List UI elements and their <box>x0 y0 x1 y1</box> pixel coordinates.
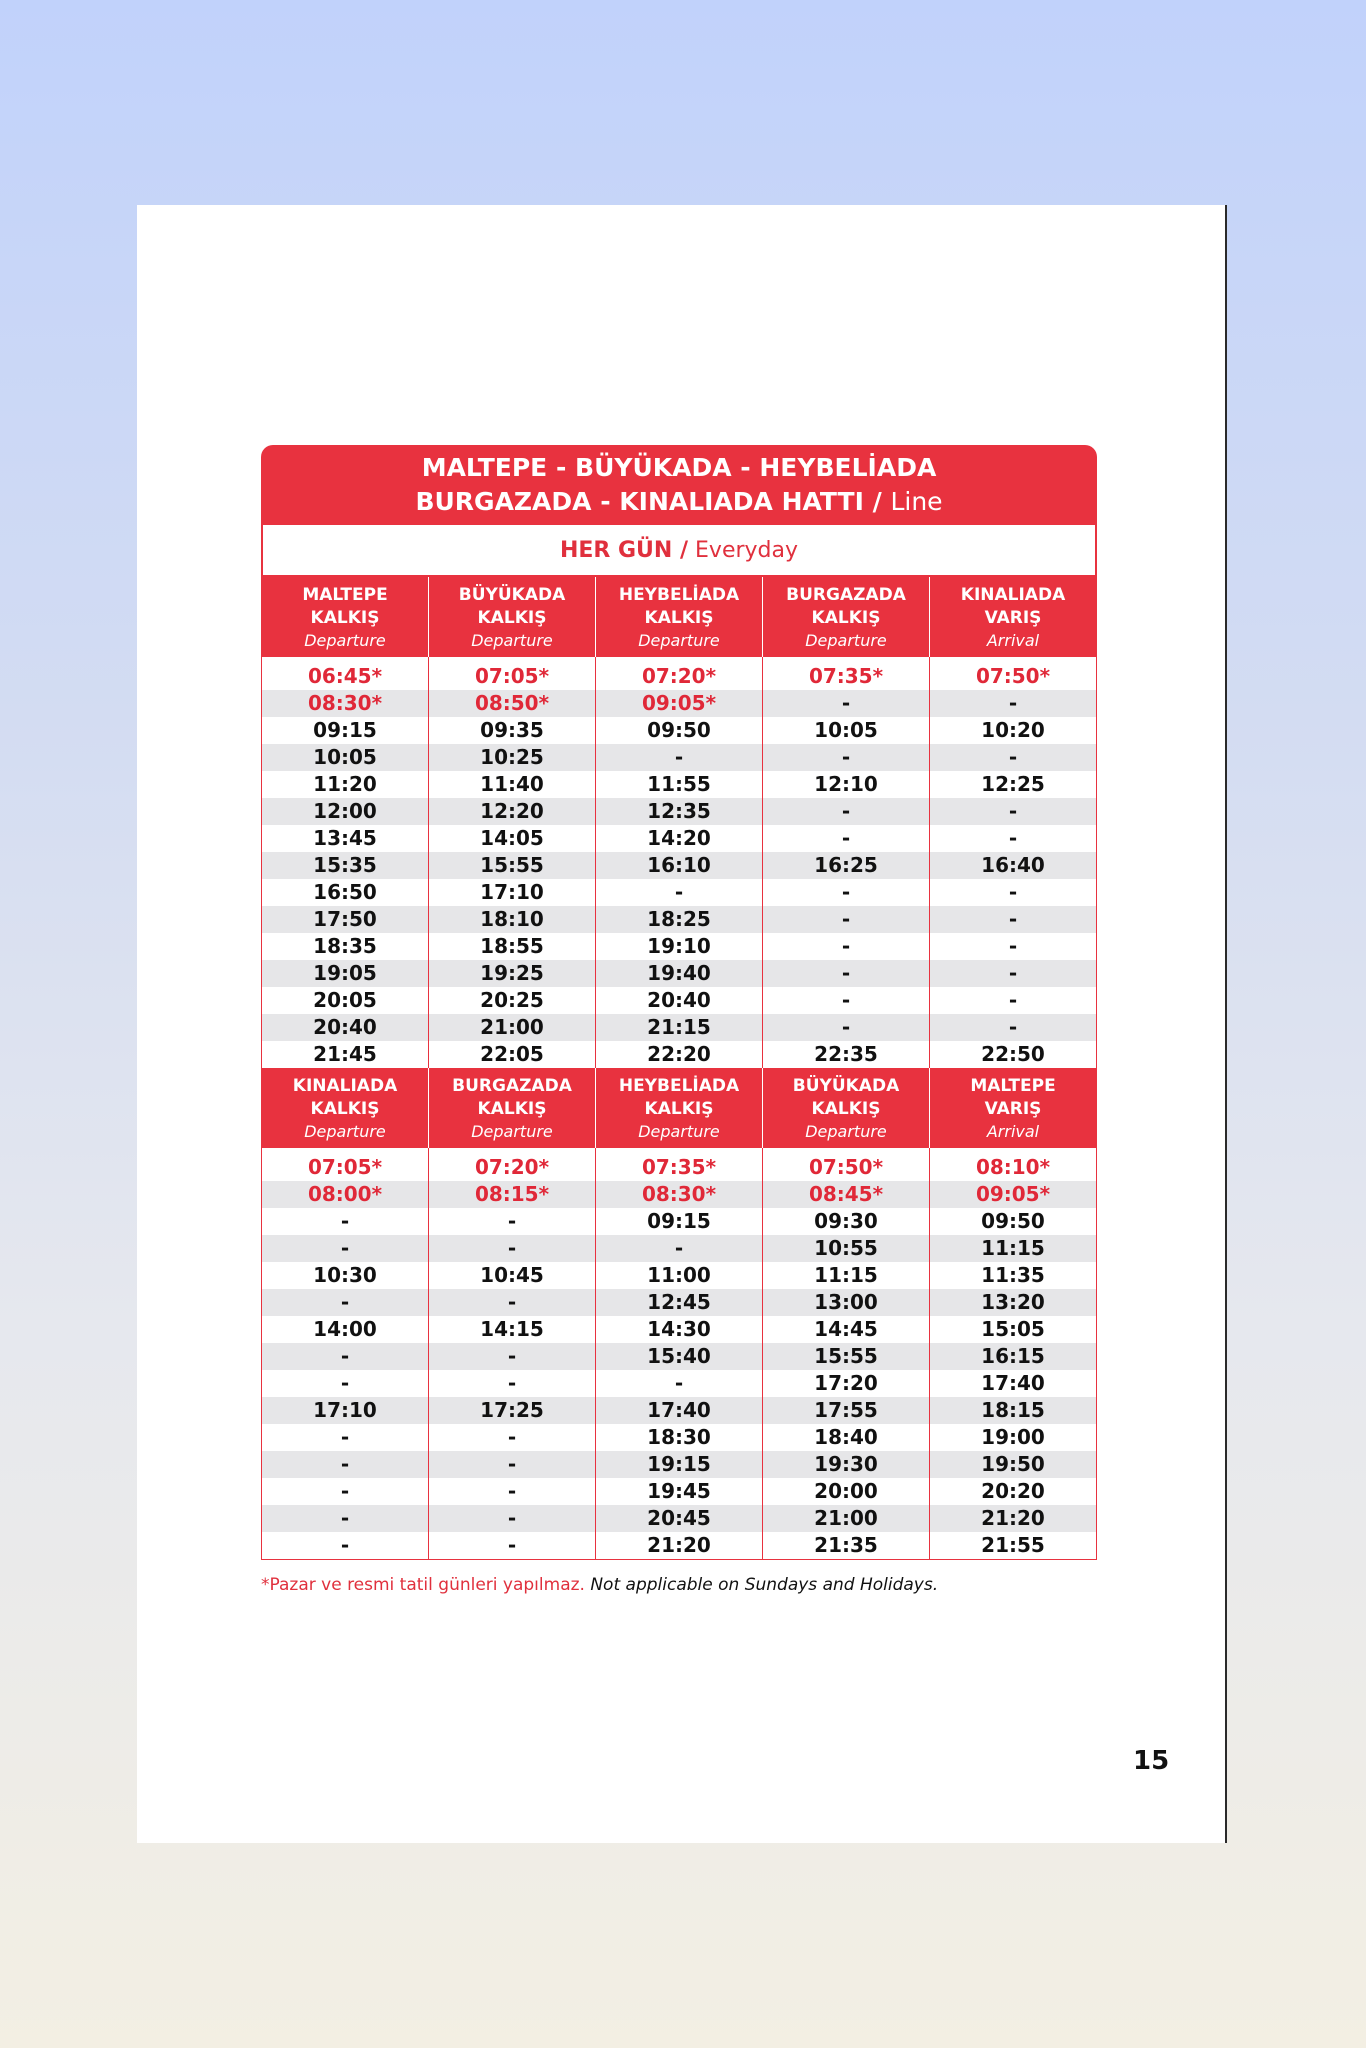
time-cell: - <box>763 825 930 852</box>
time-cell: 07:20* <box>429 1154 596 1181</box>
time-cell: 20:00 <box>763 1478 930 1505</box>
time-cell: - <box>262 1424 429 1451</box>
time-cell: 21:20 <box>596 1532 763 1560</box>
time-cell: 19:15 <box>596 1451 763 1478</box>
column-header-station: HEYBELİADA <box>618 1075 740 1096</box>
time-cell: 08:50* <box>429 690 596 717</box>
time-cell: 18:15 <box>930 1397 1097 1424</box>
time-cell: 11:15 <box>930 1235 1097 1262</box>
time-cell: 11:15 <box>763 1262 930 1289</box>
time-cell: 07:05* <box>262 1154 429 1181</box>
timetable-title <box>261 445 1097 525</box>
time-cell: 21:15 <box>596 1014 763 1041</box>
column-header-station: KALKIŞ <box>310 1098 380 1119</box>
table-row <box>262 1041 1097 1068</box>
time-cell: - <box>429 1505 596 1532</box>
time-cell: 22:50 <box>930 1041 1097 1068</box>
time-cell: 14:00 <box>262 1316 429 1343</box>
time-cell: 15:40 <box>596 1343 763 1370</box>
footnote-tr: *Pazar ve resmi tatil günleri yapılmaz. <box>261 1575 591 1595</box>
time-cell: 09:05* <box>596 690 763 717</box>
time-cell: - <box>429 1451 596 1478</box>
column-header-station: KINALIADA <box>292 1075 398 1096</box>
time-cell: 20:20 <box>930 1478 1097 1505</box>
time-cell: 14:20 <box>596 825 763 852</box>
time-cell: 10:20 <box>930 717 1097 744</box>
title-line-1: MALTEPE - BÜYÜKADA - HEYBELİADA <box>421 453 937 482</box>
time-cell: 20:40 <box>596 987 763 1014</box>
time-cell: 20:05 <box>262 987 429 1014</box>
time-cell: - <box>763 690 930 717</box>
time-cell: - <box>930 906 1097 933</box>
column-header-station: KALKIŞ <box>477 607 547 628</box>
time-cell: 18:55 <box>429 933 596 960</box>
column-header-station: BURGAZADA <box>452 1075 572 1096</box>
column-header <box>429 577 596 657</box>
time-cell: 11:55 <box>596 771 763 798</box>
time-cell: 08:10* <box>930 1154 1097 1181</box>
column-header-row <box>262 1068 1097 1148</box>
time-cell: 08:30* <box>262 690 429 717</box>
time-cell: - <box>429 1532 596 1560</box>
table-row <box>262 1262 1097 1289</box>
column-header-station: VARIŞ <box>984 607 1042 628</box>
time-cell: 21:35 <box>763 1532 930 1560</box>
time-cell: - <box>429 1208 596 1235</box>
time-cell: - <box>596 1370 763 1397</box>
time-cell: 09:50 <box>930 1208 1097 1235</box>
time-cell: 09:05* <box>930 1181 1097 1208</box>
table-row <box>262 1181 1097 1208</box>
time-cell: 19:05 <box>262 960 429 987</box>
time-cell: - <box>763 879 930 906</box>
column-header-station: BÜYÜKADA <box>458 584 566 605</box>
time-cell: 19:00 <box>930 1424 1097 1451</box>
time-cell: - <box>262 1343 429 1370</box>
column-header-sub: Departure <box>805 630 887 650</box>
time-cell: 15:55 <box>763 1343 930 1370</box>
schedule-table <box>261 577 1097 1560</box>
column-header-station: KALKIŞ <box>644 1098 714 1119</box>
time-cell: 19:25 <box>429 960 596 987</box>
column-header-station: KALKIŞ <box>477 1098 547 1119</box>
time-cell: 06:45* <box>262 663 429 690</box>
time-cell: - <box>429 1235 596 1262</box>
time-cell: - <box>262 1478 429 1505</box>
time-cell: 07:20* <box>596 663 763 690</box>
subtitle-tr: HER GÜN / <box>559 537 689 563</box>
time-cell: 08:45* <box>763 1181 930 1208</box>
time-cell: 16:10 <box>596 852 763 879</box>
time-cell: - <box>930 744 1097 771</box>
time-cell: 10:30 <box>262 1262 429 1289</box>
time-cell: 18:35 <box>262 933 429 960</box>
column-header <box>262 577 429 657</box>
time-cell: 22:05 <box>429 1041 596 1068</box>
time-cell: 20:40 <box>262 1014 429 1041</box>
table-row <box>262 690 1097 717</box>
time-cell: 22:35 <box>763 1041 930 1068</box>
time-cell: 14:15 <box>429 1316 596 1343</box>
column-header <box>930 1068 1097 1148</box>
column-header-sub: Departure <box>638 630 720 650</box>
column-header <box>596 1068 763 1148</box>
table-row <box>262 798 1097 825</box>
time-cell: 22:20 <box>596 1041 763 1068</box>
column-header-sub: Departure <box>805 1121 887 1141</box>
time-cell: 11:20 <box>262 771 429 798</box>
table-row <box>262 1289 1097 1316</box>
time-cell: 15:05 <box>930 1316 1097 1343</box>
table-row <box>262 771 1097 798</box>
time-cell: - <box>930 879 1097 906</box>
time-cell: - <box>262 1505 429 1532</box>
table-row <box>262 879 1097 906</box>
time-cell: 21:00 <box>429 1014 596 1041</box>
title-line-2-en: Line <box>890 487 943 516</box>
time-cell: - <box>429 1370 596 1397</box>
time-cell: 09:50 <box>596 717 763 744</box>
time-cell: - <box>262 1370 429 1397</box>
time-cell: 21:55 <box>930 1532 1097 1560</box>
footnote-en: Not applicable on Sundays and Holidays. <box>590 1575 939 1595</box>
time-cell: 14:05 <box>429 825 596 852</box>
timetable <box>261 445 1097 1560</box>
column-header-row <box>262 577 1097 657</box>
time-cell: 17:10 <box>429 879 596 906</box>
column-header-sub: Departure <box>304 630 386 650</box>
table-row <box>262 744 1097 771</box>
time-cell: 16:50 <box>262 879 429 906</box>
time-cell: 18:10 <box>429 906 596 933</box>
time-cell: - <box>763 960 930 987</box>
time-cell: 10:25 <box>429 744 596 771</box>
time-cell: 13:45 <box>262 825 429 852</box>
table-row <box>262 1478 1097 1505</box>
table-row <box>262 1316 1097 1343</box>
table-row <box>262 717 1097 744</box>
column-header <box>596 577 763 657</box>
time-cell: 08:15* <box>429 1181 596 1208</box>
time-cell: - <box>763 1014 930 1041</box>
column-header-sub: Departure <box>638 1121 720 1141</box>
time-cell: 13:00 <box>763 1289 930 1316</box>
column-header <box>763 577 930 657</box>
time-cell: - <box>763 744 930 771</box>
column-header-station: KINALIADA <box>960 584 1066 605</box>
time-cell: 11:00 <box>596 1262 763 1289</box>
time-cell: 17:55 <box>763 1397 930 1424</box>
time-cell: - <box>262 1532 429 1560</box>
table-row <box>262 663 1097 690</box>
time-cell: 14:30 <box>596 1316 763 1343</box>
time-cell: - <box>930 1014 1097 1041</box>
column-header-station: BÜYÜKADA <box>792 1075 900 1096</box>
column-header-station: VARIŞ <box>984 1098 1042 1119</box>
column-header <box>262 1068 429 1148</box>
time-cell: - <box>930 933 1097 960</box>
time-cell: - <box>930 690 1097 717</box>
time-cell: - <box>930 987 1097 1014</box>
time-cell: 12:25 <box>930 771 1097 798</box>
time-cell: 20:45 <box>596 1505 763 1532</box>
subtitle-en: Everyday <box>695 537 799 563</box>
time-cell: 13:20 <box>930 1289 1097 1316</box>
column-header-sub: Arrival <box>986 630 1040 650</box>
table-row <box>262 1343 1097 1370</box>
table-row <box>262 1235 1097 1262</box>
schedule-subtitle <box>261 525 1097 577</box>
table-row <box>262 960 1097 987</box>
title-line-2-tr: BURGAZADA - KINALIADA HATTI / <box>415 487 891 516</box>
time-cell: - <box>596 1235 763 1262</box>
table-row <box>262 1014 1097 1041</box>
page-number: 15 <box>1133 1746 1170 1776</box>
time-cell: 08:00* <box>262 1181 429 1208</box>
time-cell: 12:35 <box>596 798 763 825</box>
time-cell: 15:55 <box>429 852 596 879</box>
time-cell: 12:20 <box>429 798 596 825</box>
time-cell: 11:35 <box>930 1262 1097 1289</box>
time-cell: 18:25 <box>596 906 763 933</box>
time-cell: 21:20 <box>930 1505 1097 1532</box>
time-cell: 15:35 <box>262 852 429 879</box>
table-row <box>262 1532 1097 1560</box>
time-cell: 16:25 <box>763 852 930 879</box>
time-cell: - <box>930 798 1097 825</box>
time-cell: 20:25 <box>429 987 596 1014</box>
time-cell: 18:30 <box>596 1424 763 1451</box>
column-header-station: KALKIŞ <box>644 607 714 628</box>
title-line-2 <box>415 485 942 519</box>
time-cell: 21:45 <box>262 1041 429 1068</box>
column-header-sub: Departure <box>471 1121 553 1141</box>
time-cell: 21:00 <box>763 1505 930 1532</box>
time-cell: - <box>596 744 763 771</box>
time-cell: 07:35* <box>596 1154 763 1181</box>
time-cell: 10:55 <box>763 1235 930 1262</box>
time-cell: 07:50* <box>763 1154 930 1181</box>
column-header <box>429 1068 596 1148</box>
time-cell: 08:30* <box>596 1181 763 1208</box>
table-row <box>262 1451 1097 1478</box>
column-header-station: MALTEPE <box>970 1075 1056 1096</box>
document-page <box>137 205 1227 1843</box>
time-cell: - <box>429 1424 596 1451</box>
time-cell: - <box>262 1289 429 1316</box>
column-header <box>930 577 1097 657</box>
time-cell: 18:40 <box>763 1424 930 1451</box>
time-cell: - <box>429 1289 596 1316</box>
time-cell: - <box>763 798 930 825</box>
column-header-station: KALKIŞ <box>310 607 380 628</box>
time-cell: - <box>262 1208 429 1235</box>
time-cell: 16:40 <box>930 852 1097 879</box>
time-cell: 19:45 <box>596 1478 763 1505</box>
time-cell: 12:00 <box>262 798 429 825</box>
time-cell: - <box>596 879 763 906</box>
table-row <box>262 1424 1097 1451</box>
time-cell: - <box>429 1343 596 1370</box>
time-cell: 19:50 <box>930 1451 1097 1478</box>
time-cell: - <box>763 987 930 1014</box>
time-cell: 09:15 <box>596 1208 763 1235</box>
time-cell: 19:10 <box>596 933 763 960</box>
time-cell: 09:35 <box>429 717 596 744</box>
table-row <box>262 906 1097 933</box>
time-cell: 10:05 <box>262 744 429 771</box>
time-cell: 17:25 <box>429 1397 596 1424</box>
time-cell: 17:40 <box>930 1370 1097 1397</box>
column-header-station: KALKIŞ <box>811 1098 881 1119</box>
time-cell: 09:15 <box>262 717 429 744</box>
column-header <box>763 1068 930 1148</box>
column-header-station: KALKIŞ <box>811 607 881 628</box>
column-header-sub: Departure <box>471 630 553 650</box>
time-cell: 17:20 <box>763 1370 930 1397</box>
table-row <box>262 933 1097 960</box>
time-cell: 14:45 <box>763 1316 930 1343</box>
table-row <box>262 825 1097 852</box>
time-cell: 16:15 <box>930 1343 1097 1370</box>
time-cell: 17:10 <box>262 1397 429 1424</box>
time-cell: 17:50 <box>262 906 429 933</box>
table-row <box>262 1505 1097 1532</box>
time-cell: 09:30 <box>763 1208 930 1235</box>
time-cell: - <box>930 960 1097 987</box>
time-cell: 10:45 <box>429 1262 596 1289</box>
time-cell: 19:40 <box>596 960 763 987</box>
time-cell: 17:40 <box>596 1397 763 1424</box>
time-cell: - <box>763 933 930 960</box>
time-cell: - <box>262 1235 429 1262</box>
time-cell: - <box>763 906 930 933</box>
time-cell: 07:05* <box>429 663 596 690</box>
time-cell: 11:40 <box>429 771 596 798</box>
column-header-station: MALTEPE <box>302 584 388 605</box>
table-row <box>262 1370 1097 1397</box>
time-cell: 12:10 <box>763 771 930 798</box>
time-cell: 12:45 <box>596 1289 763 1316</box>
table-row <box>262 1154 1097 1181</box>
time-cell: - <box>262 1451 429 1478</box>
column-header-sub: Departure <box>304 1121 386 1141</box>
column-header-station: HEYBELİADA <box>618 584 740 605</box>
table-row <box>262 852 1097 879</box>
table-row <box>262 987 1097 1014</box>
table-row <box>262 1397 1097 1424</box>
time-cell: 07:35* <box>763 663 930 690</box>
time-cell: - <box>930 825 1097 852</box>
footnote <box>261 1575 938 1595</box>
time-cell: 10:05 <box>763 717 930 744</box>
table-row <box>262 1208 1097 1235</box>
column-header-station: BURGAZADA <box>786 584 906 605</box>
time-cell: - <box>429 1478 596 1505</box>
time-cell: 19:30 <box>763 1451 930 1478</box>
column-header-sub: Arrival <box>986 1121 1040 1141</box>
time-cell: 07:50* <box>930 663 1097 690</box>
